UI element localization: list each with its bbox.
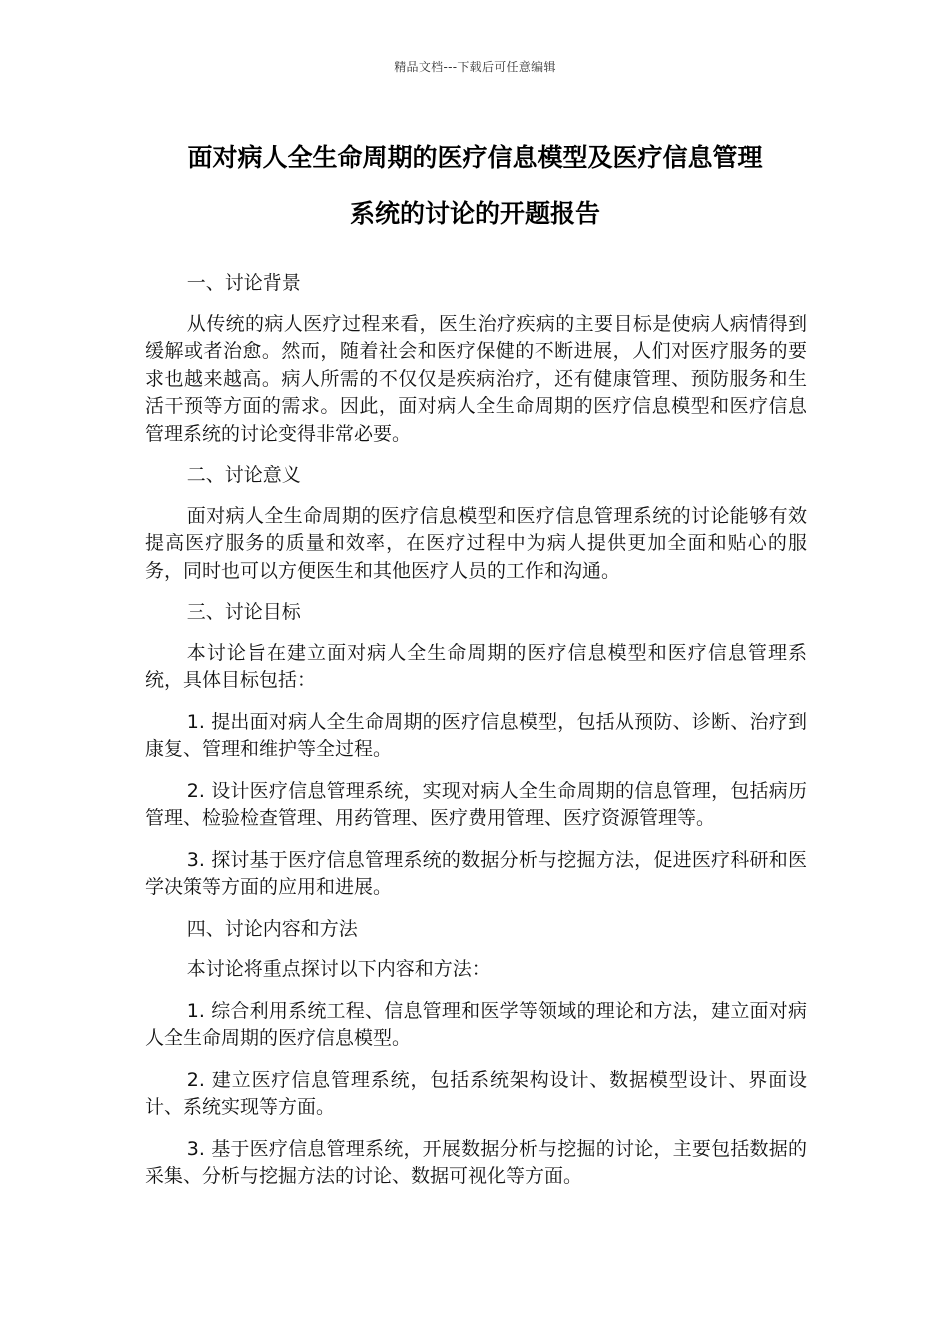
section-heading-content-methods: 四、讨论内容和方法	[186, 917, 358, 940]
list-item-goal-2: 2. 设计医疗信息管理系统，实现对病人全生命周期的信息管理，包括病历管理、检验检查管理、用药管理、医疗费用管理、医疗资源管理等。	[145, 779, 807, 829]
list-item-method-1: 1. 综合利用系统工程、信息管理和医学等领域的理论和方法，建立面对病人全生命周期的医疗信息模型。	[145, 999, 807, 1049]
section-heading-background: 一、讨论背景	[186, 272, 301, 294]
section-heading-significance: 二、讨论意义	[186, 464, 301, 486]
paragraph-goals-intro: 本讨论旨在建立面对病人全生命周期的医疗信息模型和医疗信息管理系统，具体目标包括：	[145, 641, 807, 691]
list-item-method-2: 2. 建立医疗信息管理系统，包括系统架构设计、数据模型设计、界面设计、系统实现等方面。	[145, 1068, 807, 1118]
paragraph-significance: 面对病人全生命周期的医疗信息模型和医疗信息管理系统的讨论能够有效提高医疗服务的质量和效率，在医疗过程中为病人提供更加全面和贴心的服务，同时也可以方便医生和其他医疗人员的工作和沟通。	[145, 504, 807, 582]
paragraph-background: 从传统的病人医疗过程来看，医生治疗疾病的主要目标是使病人病情得到缓解或者治愈。然而，随着社会和医疗保健的不断进展，人们对医疗服务的要求也越来越高。病人所需的不仅仅是疾病治疗，还有健康管理、预防服务和生活干预等方面的需求。因此，面对病人全生命周期的医疗信息模型和医疗信息管理系统的讨论变得非常必要。	[145, 312, 807, 445]
section-heading-goals: 三、讨论目标	[186, 601, 301, 623]
list-item-goal-3: 3. 探讨基于医疗信息管理系统的数据分析与挖掘方法，促进医疗科研和医学决策等方面的应用和进展。	[145, 848, 807, 898]
document-body	[145, 270, 807, 1205]
document-title	[130, 130, 820, 242]
header-note: 精品文档---下载后可任意编辑	[394, 60, 556, 74]
title-line-2: 系统的讨论的开题报告	[349, 199, 600, 228]
title-line-1: 面对病人全生命周期的医疗信息模型及医疗信息管理	[187, 143, 763, 172]
list-item-method-3: 3. 基于医疗信息管理系统，开展数据分析与挖掘的讨论，主要包括数据的采集、分析与挖掘方法的讨论、数据可视化等方面。	[145, 1137, 807, 1187]
paragraph-methods-intro: 本讨论将重点探讨以下内容和方法：	[186, 958, 491, 980]
list-item-goal-1: 1. 提出面对病人全生命周期的医疗信息模型，包括从预防、诊断、治疗到康复、管理和维护等全过程。	[145, 710, 807, 760]
